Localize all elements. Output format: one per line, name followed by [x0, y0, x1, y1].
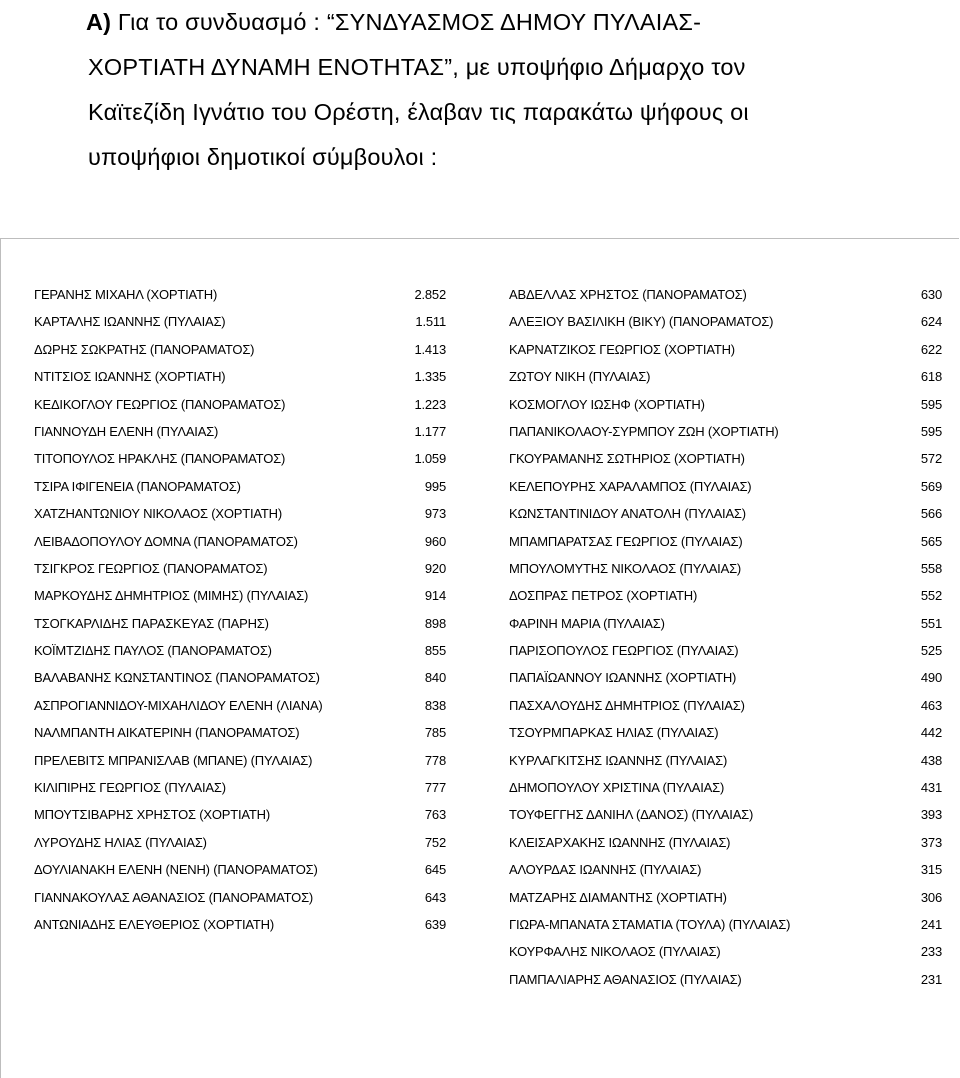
candidate-row [509, 555, 942, 582]
right-candidate-column [509, 281, 942, 993]
candidate-votes: 622 [920, 341, 942, 357]
candidate-row [509, 418, 942, 445]
section-label: Α) [86, 9, 112, 35]
candidate-row [34, 911, 446, 938]
candidate-name: ΖΩΤΟΥ ΝΙΚΗ (ΠΥΛΑΙΑΣ) [509, 369, 651, 385]
candidate-name: ΓΙΩΡΑ-ΜΠΑΝΑΤΑ ΣΤΑΜΑΤΙΑ (ΤΟΥΛΑ) (ΠΥΛΑΙΑΣ) [509, 916, 791, 932]
candidate-name: ΓΙΑΝΝΑΚΟΥΛΑΣ ΑΘΑΝΑΣΙΟΣ (ΠΑΝΟΡΑΜΑΤΟΣ) [34, 889, 314, 905]
candidate-name: ΚΟΣΜΟΓΛΟΥ ΙΩΣΗΦ (ΧΟΡΤΙΑΤΗ) [509, 396, 705, 412]
candidate-votes: 525 [920, 643, 942, 659]
candidate-votes: 552 [920, 588, 942, 604]
candidate-name: ΚΛΕΙΣΑΡΧΑΚΗΣ ΙΩΑΝΝΗΣ (ΠΥΛΑΙΑΣ) [509, 834, 731, 850]
candidate-votes: 630 [920, 287, 942, 302]
candidate-row [34, 528, 446, 555]
candidate-votes: 920 [424, 560, 446, 576]
candidate-votes: 442 [920, 725, 942, 741]
candidate-row [34, 856, 446, 883]
candidate-votes: 490 [920, 670, 942, 686]
candidate-row [509, 528, 942, 555]
candidate-votes: 595 [920, 396, 942, 412]
candidate-name: ΑΛΟΥΡΔΑΣ ΙΩΑΝΝΗΣ (ΠΥΛΑΙΑΣ) [509, 862, 702, 878]
candidate-row [34, 610, 446, 637]
candidate-votes: 624 [920, 314, 942, 330]
candidate-row [509, 966, 942, 993]
candidate-votes: 1.511 [415, 314, 446, 330]
candidate-name: ΚΑΡΤΑΛΗΣ ΙΩΑΝΝΗΣ (ΠΥΛΑΙΑΣ) [34, 314, 226, 330]
candidate-row [509, 308, 942, 335]
candidate-name: ΚΩΝΣΤΑΝΤΙΝΙΔΟΥ ΑΝΑΤΟΛΗ (ΠΥΛΑΙΑΣ) [509, 506, 746, 522]
candidate-votes: 838 [424, 697, 446, 713]
candidate-name: ΜΠΟΥΤΣΙΒΑΡΗΣ ΧΡΗΣΤΟΣ (ΧΟΡΤΙΑΤΗ) [34, 807, 270, 823]
candidate-name: ΠΑΠΑΪΩΑΝΝΟΥ ΙΩΑΝΝΗΣ (ΧΟΡΤΙΑΤΗ) [509, 670, 737, 686]
candidate-name: ΔΟΥΛΙΑΝΑΚΗ ΕΛΕΝΗ (ΝΕΝΗ) (ΠΑΝΟΡΑΜΑΤΟΣ) [34, 862, 318, 878]
candidate-row [34, 555, 446, 582]
candidate-name: ΚΕΛΕΠΟΥΡΗΣ ΧΑΡΑΛΑΜΠΟΣ (ΠΥΛΑΙΑΣ) [509, 478, 752, 494]
candidate-name: ΑΝΤΩΝΙΑΔΗΣ ΕΛΕΥΘΕΡΙΟΣ (ΧΟΡΤΙΑΤΗ) [34, 916, 274, 932]
candidate-row [34, 774, 446, 801]
candidate-votes: 855 [424, 643, 446, 659]
candidate-votes: 778 [424, 752, 446, 768]
candidate-votes: 463 [920, 697, 942, 713]
candidate-name: ΤΣΙΓΚΡΟΣ ΓΕΩΡΓΙΟΣ (ΠΑΝΟΡΑΜΑΤΟΣ) [34, 560, 268, 576]
candidate-row [34, 445, 446, 472]
candidate-name: ΑΣΠΡΟΓΙΑΝΝΙΔΟΥ-ΜΙΧΑΗΛΙΔΟΥ ΕΛΕΝΗ (ΛΙΑΝΑ) [34, 697, 323, 713]
intro-paragraph [88, 0, 948, 180]
candidate-row [34, 692, 446, 719]
candidate-row [34, 747, 446, 774]
candidate-name: ΤΣΟΥΡΜΠΑΡΚΑΣ ΗΛΙΑΣ (ΠΥΛΑΙΑΣ) [509, 725, 719, 741]
candidate-row [509, 829, 942, 856]
candidate-votes: 643 [424, 889, 446, 905]
candidate-row [509, 445, 942, 472]
candidate-row [34, 336, 446, 363]
candidate-votes: 960 [424, 533, 446, 549]
candidate-name: ΔΗΜΟΠΟΥΛΟΥ ΧΡΙΣΤΙΝΑ (ΠΥΛΑΙΑΣ) [509, 780, 725, 796]
candidate-row [509, 664, 942, 691]
candidate-row [34, 801, 446, 828]
intro-line-1 [88, 0, 948, 45]
candidate-votes: 898 [424, 615, 446, 631]
candidate-row [34, 308, 446, 335]
candidate-name: ΦΑΡΙΝΗ ΜΑΡΙΑ (ΠΥΛΑΙΑΣ) [509, 615, 665, 631]
candidate-name: ΚΥΡΛΑΓΚΙΤΣΗΣ ΙΩΑΝΝΗΣ (ΠΥΛΑΙΑΣ) [509, 752, 728, 768]
candidate-votes: 595 [920, 423, 942, 439]
left-candidate-column [34, 281, 446, 938]
candidate-votes: 645 [424, 862, 446, 878]
candidate-votes: 566 [920, 506, 942, 522]
candidate-row [509, 719, 942, 746]
candidate-name: ΜΑΤΖΑΡΗΣ ΔΙΑΜΑΝΤΗΣ (ΧΟΡΤΙΑΤΗ) [509, 889, 727, 905]
candidate-row [509, 884, 942, 911]
intro-line-4: υποψήφιοι δημοτικοί σύμβουλοι : [88, 144, 438, 170]
intro-line-1-text: Για το συνδυασμό : “ΣΥΝΔΥΑΣΜΟΣ ΔΗΜΟΥ ΠΥΛΑΙΑΣ- [111, 9, 702, 35]
candidate-votes: 315 [920, 862, 942, 878]
candidate-name: ΠΑΡΙΣΟΠΟΥΛΟΣ ΓΕΩΡΓΙΟΣ (ΠΥΛΑΙΑΣ) [509, 643, 739, 659]
candidate-name: ΛΥΡΟΥΔΗΣ ΗΛΙΑΣ (ΠΥΛΑΙΑΣ) [34, 834, 207, 850]
candidate-votes: 914 [424, 588, 446, 604]
candidate-votes: 231 [920, 971, 942, 987]
candidate-row [34, 281, 446, 308]
candidate-name: ΝΑΛΜΠΑΝΤΗ ΑΙΚΑΤΕΡΙΝΗ (ΠΑΝΟΡΑΜΑΤΟΣ) [34, 725, 300, 741]
candidate-row [509, 363, 942, 390]
candidate-votes: 995 [424, 478, 446, 494]
candidate-votes: 569 [920, 478, 942, 494]
candidate-name: ΓΚΟΥΡΑΜΑΝΗΣ ΣΩΤΗΡΙΟΣ (ΧΟΡΤΙΑΤΗ) [509, 451, 745, 467]
candidate-row [34, 391, 446, 418]
candidate-name: ΚΙΛΙΠΙΡΗΣ ΓΕΩΡΓΙΟΣ (ΠΥΛΑΙΑΣ) [34, 780, 226, 796]
candidate-votes: 306 [920, 889, 942, 905]
candidate-votes: 558 [920, 560, 942, 576]
candidate-votes: 2.852 [414, 287, 446, 302]
candidate-row [34, 884, 446, 911]
candidate-name: ΜΠΟΥΛΟΜΥΤΗΣ ΝΙΚΟΛΑΟΣ (ΠΥΛΑΙΑΣ) [509, 560, 742, 576]
candidate-votes: 763 [424, 807, 446, 823]
candidate-row [509, 281, 942, 308]
candidate-votes: 373 [920, 834, 942, 850]
candidate-row [509, 391, 942, 418]
candidate-row [509, 774, 942, 801]
intro-line-2: ΧΟΡΤΙΑΤΗ ΔΥΝΑΜΗ ΕΝΟΤΗΤΑΣ”, με υποψήφιο Δήμαρχο τον [88, 54, 746, 80]
candidate-row [34, 363, 446, 390]
candidate-name: ΤΣΙΡΑ ΙΦΙΓΕΝΕΙΑ (ΠΑΝΟΡΑΜΑΤΟΣ) [34, 478, 241, 494]
candidate-votes: 1.059 [414, 451, 446, 467]
candidate-row [34, 418, 446, 445]
candidate-row [509, 911, 942, 938]
candidate-name: ΔΟΣΠΡΑΣ ΠΕΤΡΟΣ (ΧΟΡΤΙΑΤΗ) [509, 588, 698, 604]
candidate-name: ΠΑΠΑΝΙΚΟΛΑΟΥ-ΣΥΡΜΠΟΥ ΖΩΗ (ΧΟΡΤΙΑΤΗ) [509, 423, 779, 439]
candidate-votes: 565 [920, 533, 942, 549]
candidate-name: ΝΤΙΤΣΙΟΣ ΙΩΑΝΝΗΣ (ΧΟΡΤΙΑΤΗ) [34, 369, 226, 385]
candidate-votes: 551 [920, 615, 942, 631]
candidate-row [509, 747, 942, 774]
candidate-row [509, 801, 942, 828]
candidate-row [34, 829, 446, 856]
candidate-name: ΑΛΕΞΙΟΥ ΒΑΣΙΛΙΚΗ (ΒΙΚΥ) (ΠΑΝΟΡΑΜΑΤΟΣ) [509, 314, 774, 330]
candidate-votes: 973 [424, 506, 446, 522]
candidate-row [509, 637, 942, 664]
candidate-row [509, 938, 942, 965]
candidate-votes: 233 [920, 944, 942, 960]
candidate-row [509, 692, 942, 719]
candidate-row [509, 856, 942, 883]
candidate-row [509, 336, 942, 363]
candidate-votes: 1.335 [414, 369, 446, 385]
candidate-name: ΒΑΛΑΒΑΝΗΣ ΚΩΝΣΤΑΝΤΙΝΟΣ (ΠΑΝΟΡΑΜΑΤΟΣ) [34, 670, 320, 686]
candidate-row [34, 582, 446, 609]
candidate-name: ΠΡΕΛΕΒΙΤΣ ΜΠΡΑΝΙΣΛΑΒ (ΜΠΑΝΕ) (ΠΥΛΑΙΑΣ) [34, 752, 313, 768]
candidate-row [509, 473, 942, 500]
candidate-votes: 572 [920, 451, 942, 467]
candidate-name: ΚΟΥΡΦΑΛΗΣ ΝΙΚΟΛΑΟΣ (ΠΥΛΑΙΑΣ) [509, 944, 721, 960]
candidate-name: ΛΕΙΒΑΔΟΠΟΥΛΟΥ ΔΟΜΝΑ (ΠΑΝΟΡΑΜΑΤΟΣ) [34, 533, 298, 549]
candidate-votes: 1.413 [414, 341, 446, 357]
candidate-votes: 618 [920, 369, 942, 385]
candidate-name: ΠΑΜΠΑΛΙΑΡΗΣ ΑΘΑΝΑΣΙΟΣ (ΠΥΛΑΙΑΣ) [509, 971, 742, 987]
candidate-row [34, 637, 446, 664]
candidate-votes: 241 [920, 916, 942, 932]
candidate-votes: 1.223 [414, 396, 446, 412]
candidate-votes: 438 [920, 752, 942, 768]
candidate-name: ΔΩΡΗΣ ΣΩΚΡΑΤΗΣ (ΠΑΝΟΡΑΜΑΤΟΣ) [34, 341, 255, 357]
candidate-name: ΤΣΟΓΚΑΡΛΙΔΗΣ ΠΑΡΑΣΚΕΥΑΣ (ΠΑΡΗΣ) [34, 615, 269, 631]
candidate-row [509, 500, 942, 527]
candidate-votes: 840 [424, 670, 446, 686]
candidate-name: ΤΙΤΟΠΟΥΛΟΣ ΗΡΑΚΛΗΣ (ΠΑΝΟΡΑΜΑΤΟΣ) [34, 451, 286, 467]
candidate-votes: 752 [424, 834, 446, 850]
candidate-name: ΚΕΔΙΚΟΓΛΟΥ ΓΕΩΡΓΙΟΣ (ΠΑΝΟΡΑΜΑΤΟΣ) [34, 396, 286, 412]
candidate-name: ΓΕΡΑΝΗΣ ΜΙΧΑΗΛ (ΧΟΡΤΙΑΤΗ) [34, 287, 218, 302]
candidate-votes: 785 [424, 725, 446, 741]
candidate-votes: 1.177 [414, 423, 446, 439]
candidate-row [34, 719, 446, 746]
intro-line-3: Καϊτεζίδη Ιγνάτιο του Ορέστη, έλαβαν τις παρακάτω ψήφους οι [88, 99, 749, 125]
candidate-name: ΚΑΡΝΑΤΖΙΚΟΣ ΓΕΩΡΓΙΟΣ (ΧΟΡΤΙΑΤΗ) [509, 341, 735, 357]
candidate-votes: 777 [424, 780, 446, 796]
candidate-votes: 393 [920, 807, 942, 823]
candidate-name: ΓΙΑΝΝΟΥΔΗ ΕΛΕΝΗ (ΠΥΛΑΙΑΣ) [34, 423, 219, 439]
candidate-name: ΚΟΪΜΤΖΙΔΗΣ ΠΑΥΛΟΣ (ΠΑΝΟΡΑΜΑΤΟΣ) [34, 643, 272, 659]
candidate-name: ΤΟΥΦΕΓΓΗΣ ΔΑΝΙΗΛ (ΔΑΝΟΣ) (ΠΥΛΑΙΑΣ) [509, 807, 754, 823]
candidate-name: ΜΑΡΚΟΥΔΗΣ ΔΗΜΗΤΡΙΟΣ (ΜΙΜΗΣ) (ΠΥΛΑΙΑΣ) [34, 588, 309, 604]
candidate-row [34, 664, 446, 691]
candidate-votes: 431 [920, 780, 942, 796]
candidate-name: ΠΑΣΧΑΛΟΥΔΗΣ ΔΗΜΗΤΡΙΟΣ (ΠΥΛΑΙΑΣ) [509, 697, 745, 713]
candidate-row [509, 582, 942, 609]
candidate-name: ΑΒΔΕΛΛΑΣ ΧΡΗΣΤΟΣ (ΠΑΝΟΡΑΜΑΤΟΣ) [509, 287, 747, 302]
candidate-row [34, 473, 446, 500]
candidate-row [34, 500, 446, 527]
candidate-votes: 639 [424, 916, 446, 932]
candidate-name: ΧΑΤΖΗΑΝΤΩΝΙΟΥ ΝΙΚΟΛΑΟΣ (ΧΟΡΤΙΑΤΗ) [34, 506, 282, 522]
candidate-name: ΜΠΑΜΠΑΡΑΤΣΑΣ ΓΕΩΡΓΙΟΣ (ΠΥΛΑΙΑΣ) [509, 533, 743, 549]
candidate-row [509, 610, 942, 637]
